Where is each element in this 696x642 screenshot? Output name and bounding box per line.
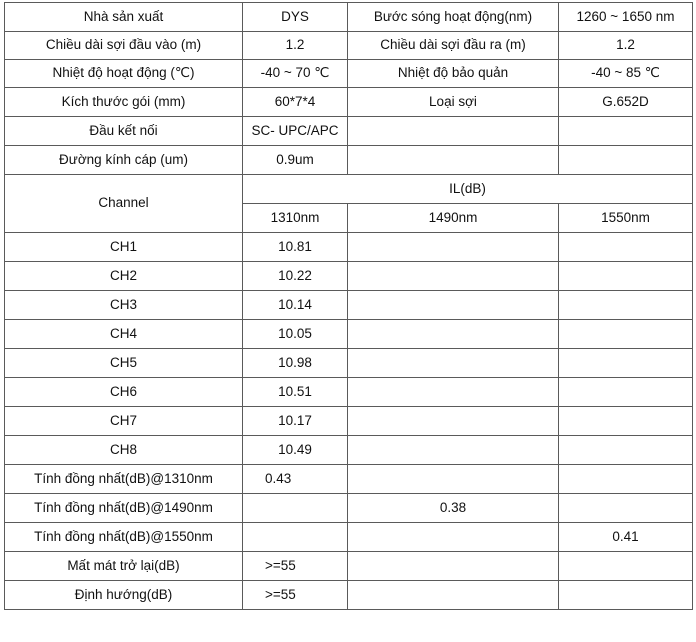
- channel-row: [5, 320, 693, 349]
- spec-row: [5, 60, 693, 88]
- spec-label: Chiều dài sợi đầu vào (m): [5, 32, 243, 60]
- empty-cell: [348, 552, 559, 581]
- uniformity-row: [5, 494, 693, 523]
- loss-label: Định hướng(dB): [5, 581, 243, 610]
- il-1550: [559, 291, 693, 320]
- spec-value: G.652D: [559, 88, 693, 117]
- il-1310: 10.98: [243, 349, 348, 378]
- uniformity-1310: [243, 494, 348, 523]
- spec-value: 1.2: [243, 32, 348, 60]
- il-1550: [559, 436, 693, 465]
- spec-label: Kích thước gói (mm): [5, 88, 243, 117]
- spec-value: SC- UPC/APC: [243, 117, 348, 146]
- uniformity-label: Tính đồng nhất(dB)@1490nm: [5, 494, 243, 523]
- il-1550: [559, 233, 693, 262]
- channel-row: [5, 349, 693, 378]
- loss-value: >=55: [243, 552, 348, 581]
- channel-name: CH5: [5, 349, 243, 378]
- loss-row: [5, 581, 693, 610]
- channel-row: [5, 291, 693, 320]
- il-1310: 10.81: [243, 233, 348, 262]
- loss-label: Mất mát trở lại(dB): [5, 552, 243, 581]
- loss-value: >=55: [243, 581, 348, 610]
- channel-row: [5, 378, 693, 407]
- spec-row: [5, 146, 693, 175]
- il-1310: 10.17: [243, 407, 348, 436]
- il-1310: 10.05: [243, 320, 348, 349]
- spec-label: Chiều dài sợi đầu ra (m): [348, 32, 559, 60]
- il-1490: [348, 407, 559, 436]
- uniformity-1550: [559, 494, 693, 523]
- il-1490: [348, 378, 559, 407]
- channel-row: [5, 407, 693, 436]
- spec-value: 1260 ~ 1650 nm: [559, 3, 693, 32]
- uniformity-1310: [243, 523, 348, 552]
- spec-value: -40 ~ 70 ℃: [243, 60, 348, 88]
- spec-row: [5, 117, 693, 146]
- il-1310: 10.51: [243, 378, 348, 407]
- channel-row: [5, 262, 693, 291]
- spec-row: [5, 32, 693, 60]
- channel-header-row: [5, 175, 693, 204]
- uniformity-1490: [348, 523, 559, 552]
- uniformity-row: [5, 465, 693, 494]
- uniformity-1490: [348, 465, 559, 494]
- spec-label: [348, 146, 559, 175]
- il-1490: [348, 320, 559, 349]
- spec-value: -40 ~ 85 ℃: [559, 60, 693, 88]
- il-1490: [348, 233, 559, 262]
- empty-cell: [348, 581, 559, 610]
- spec-label: Nhà sản xuất: [5, 3, 243, 32]
- channel-row: [5, 436, 693, 465]
- spec-value: 1.2: [559, 32, 693, 60]
- spec-value: [559, 117, 693, 146]
- empty-cell: [559, 581, 693, 610]
- il-1550: [559, 407, 693, 436]
- wavelength-header: 1550nm: [559, 204, 693, 233]
- spec-value: [559, 146, 693, 175]
- spec-row: [5, 88, 693, 117]
- channel-header: Channel: [5, 175, 243, 233]
- spec-label: Bước sóng hoạt động(nm): [348, 3, 559, 32]
- spec-label: Nhiệt độ bảo quản: [348, 60, 559, 88]
- spec-label: Đầu kết nối: [5, 117, 243, 146]
- il-1550: [559, 378, 693, 407]
- spec-label: Đường kính cáp (um): [5, 146, 243, 175]
- uniformity-1550: [559, 465, 693, 494]
- il-1490: [348, 436, 559, 465]
- channel-name: CH8: [5, 436, 243, 465]
- loss-row: [5, 552, 693, 581]
- il-1310: 10.22: [243, 262, 348, 291]
- channel-name: CH7: [5, 407, 243, 436]
- uniformity-label: Tính đồng nhất(dB)@1550nm: [5, 523, 243, 552]
- uniformity-1490: 0.38: [348, 494, 559, 523]
- spec-value: DYS: [243, 3, 348, 32]
- spec-label: Loại sợi: [348, 88, 559, 117]
- channel-name: CH6: [5, 378, 243, 407]
- spec-table-container: [4, 2, 692, 610]
- spec-label: Nhiệt độ hoạt động (℃): [5, 60, 243, 88]
- spec-label: [348, 117, 559, 146]
- spec-value: 60*7*4: [243, 88, 348, 117]
- il-1550: [559, 320, 693, 349]
- uniformity-label: Tính đồng nhất(dB)@1310nm: [5, 465, 243, 494]
- il-1490: [348, 349, 559, 378]
- spec-row: [5, 3, 693, 32]
- channel-name: CH4: [5, 320, 243, 349]
- spec-table: [4, 2, 693, 610]
- wavelength-header: 1490nm: [348, 204, 559, 233]
- channel-name: CH3: [5, 291, 243, 320]
- uniformity-1550: 0.41: [559, 523, 693, 552]
- channel-name: CH1: [5, 233, 243, 262]
- uniformity-1310: 0.43: [243, 465, 348, 494]
- il-1490: [348, 262, 559, 291]
- spec-value: 0.9um: [243, 146, 348, 175]
- il-1310: 10.14: [243, 291, 348, 320]
- il-1310: 10.49: [243, 436, 348, 465]
- il-1550: [559, 349, 693, 378]
- il-1550: [559, 262, 693, 291]
- channel-name: CH2: [5, 262, 243, 291]
- wavelength-header: 1310nm: [243, 204, 348, 233]
- uniformity-row: [5, 523, 693, 552]
- il-header: IL(dB): [243, 175, 693, 204]
- channel-row: [5, 233, 693, 262]
- empty-cell: [559, 552, 693, 581]
- il-1490: [348, 291, 559, 320]
